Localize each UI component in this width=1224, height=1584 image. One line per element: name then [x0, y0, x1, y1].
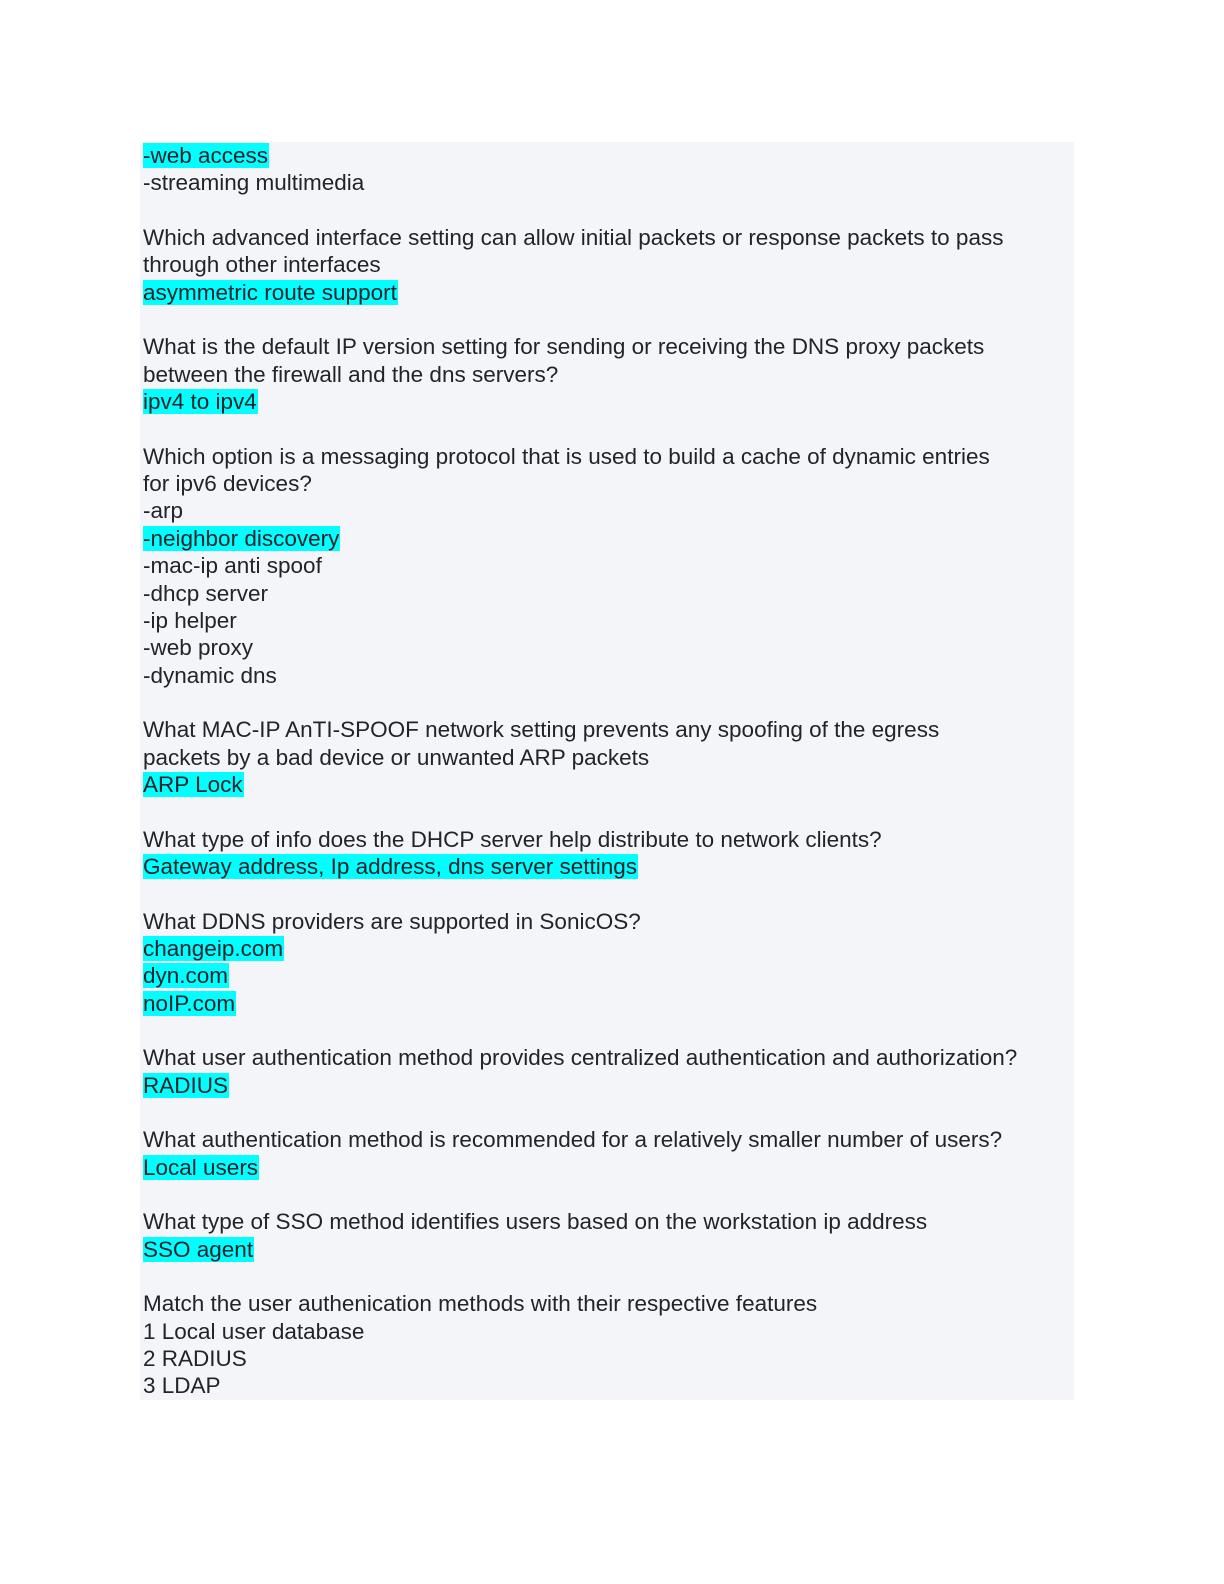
- text-line: [143, 634, 1074, 661]
- text-line: [143, 1044, 1074, 1071]
- text-line: [143, 826, 1074, 853]
- highlighted-answer-line: [143, 525, 1074, 552]
- highlighted-answer-line: [143, 962, 1074, 989]
- text-line: [143, 607, 1074, 634]
- line-text: What MAC-IP AnTI-SPOOF network setting prevents any spoofing of the egress: [143, 717, 940, 743]
- line-text: What is the default IP version setting for sending or receiving the DNS proxy packets: [143, 334, 985, 360]
- highlighted-answer-line: [143, 1236, 1074, 1263]
- line-text: -mac-ip anti spoof: [143, 553, 322, 579]
- highlighted-answer-line: [143, 990, 1074, 1017]
- highlighted-answer-text: -neighbor discovery: [143, 525, 340, 551]
- blank-line: [143, 1263, 1074, 1290]
- line-text: What type of SSO method identifies users based on the workstation ip address: [143, 1209, 928, 1235]
- highlighted-answer-line: [143, 388, 1074, 415]
- line-text: 2 RADIUS: [143, 1346, 247, 1372]
- line-text: -web proxy: [143, 635, 254, 661]
- highlighted-answer-text: asymmetric route support: [143, 279, 397, 305]
- line-text: -dynamic dns: [143, 662, 277, 688]
- text-line: [143, 580, 1074, 607]
- blank-line: [143, 306, 1074, 333]
- highlighted-answer-line: [143, 853, 1074, 880]
- line-text: packets by a bad device or unwanted ARP packets: [143, 744, 650, 770]
- highlighted-answer-line: [143, 1154, 1074, 1181]
- text-line: [143, 497, 1074, 524]
- line-text: What DDNS providers are supported in SonicOS?: [143, 908, 641, 934]
- line-text: through other interfaces: [143, 252, 381, 278]
- line-text: What authentication method is recommended for a relatively smaller number of users?: [143, 1127, 1003, 1153]
- highlighted-answer-text: ARP Lock: [143, 771, 243, 797]
- text-line: [143, 908, 1074, 935]
- text-line: [143, 716, 1074, 743]
- highlighted-answer-text: Local users: [143, 1154, 259, 1180]
- line-text: -streaming multimedia: [143, 170, 365, 196]
- blank-line: [143, 798, 1074, 825]
- text-line: [143, 1290, 1074, 1317]
- highlighted-answer-text: Gateway address, Ip address, dns server settings: [143, 853, 637, 879]
- line-text: for ipv6 devices?: [143, 471, 312, 497]
- text-line: [143, 744, 1074, 771]
- blank-line: [143, 880, 1074, 907]
- line-text: Which option is a messaging protocol that is used to build a cache of dynamic entries: [143, 443, 990, 469]
- highlighted-answer-line: [143, 935, 1074, 962]
- text-line: [143, 470, 1074, 497]
- line-text: Match the user authenication methods with their respective features: [143, 1291, 818, 1317]
- text-line: [143, 333, 1074, 360]
- document-content: [140, 142, 1074, 1400]
- text-line: [143, 1208, 1074, 1235]
- document-lines: [143, 142, 1074, 1400]
- text-line: [143, 662, 1074, 689]
- highlighted-answer-text: dyn.com: [143, 963, 229, 989]
- text-line: [143, 443, 1074, 470]
- highlighted-answer-text: noIP.com: [143, 990, 236, 1016]
- line-text: 3 LDAP: [143, 1373, 221, 1399]
- highlighted-answer-line: [143, 142, 1074, 169]
- highlighted-answer-line: [143, 1072, 1074, 1099]
- text-line: [143, 251, 1074, 278]
- blank-line: [143, 689, 1074, 716]
- text-line: [143, 224, 1074, 251]
- text-line: [143, 169, 1074, 196]
- highlighted-answer-text: SSO agent: [143, 1236, 254, 1262]
- blank-line: [143, 197, 1074, 224]
- text-line: [143, 361, 1074, 388]
- blank-line: [143, 1017, 1074, 1044]
- highlighted-answer-text: changeip.com: [143, 935, 284, 961]
- text-line: [143, 552, 1074, 579]
- highlighted-answer-text: ipv4 to ipv4: [143, 389, 257, 415]
- line-text: 1 Local user database: [143, 1318, 365, 1344]
- highlighted-answer-line: [143, 771, 1074, 798]
- blank-line: [143, 415, 1074, 442]
- highlighted-answer-text: RADIUS: [143, 1072, 229, 1098]
- line-text: Which advanced interface setting can allow initial packets or response packets to pass: [143, 225, 1004, 251]
- blank-line: [143, 1181, 1074, 1208]
- highlighted-answer-line: [143, 279, 1074, 306]
- line-text: -dhcp server: [143, 580, 269, 606]
- text-line: [143, 1345, 1074, 1372]
- text-line: [143, 1318, 1074, 1345]
- line-text: -arp: [143, 498, 184, 524]
- highlighted-answer-text: -web access: [143, 143, 269, 168]
- line-text: between the firewall and the dns servers?: [143, 361, 559, 387]
- text-line: [143, 1372, 1074, 1399]
- line-text: -ip helper: [143, 607, 237, 633]
- line-text: What type of info does the DHCP server help distribute to network clients?: [143, 826, 882, 852]
- text-line: [143, 1126, 1074, 1153]
- line-text: What user authentication method provides centralized authentication and authorization?: [143, 1045, 1018, 1071]
- blank-line: [143, 1099, 1074, 1126]
